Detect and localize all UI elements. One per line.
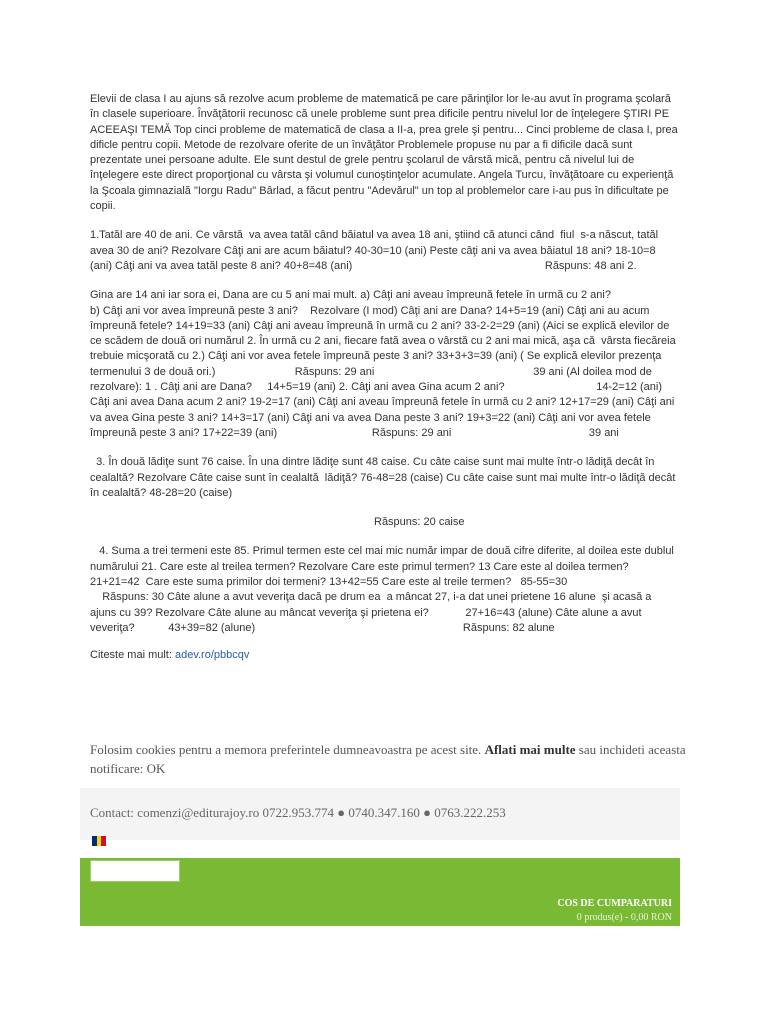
romanian-flag-icon[interactable] xyxy=(92,836,106,846)
read-more-link[interactable]: adev.ro/pbbcqv xyxy=(174,649,250,662)
cookie-text: Folosim cookies pentru a memora preferintele dumneavoastra pe acest site. xyxy=(90,742,485,757)
cookie-learn-more-link[interactable]: Aflati mai multe xyxy=(484,742,576,757)
read-more-label: Citeste mai mult: xyxy=(90,649,175,662)
cart-summary[interactable]: 0 produs(e) - 0,00 RON xyxy=(576,912,672,923)
contact-bar xyxy=(80,788,680,840)
problem-3: 3. În două lădiţe sunt 76 caise. În una dintre lădiţe sunt 48 caise. Cu câte caise sunt mai multe într-o lădiţă decât în cealaltă? Rezolvare Câte caise sunt în cealaltă lădiţă? 76-48=28 (caise) Cu câte caise sunt mai multe într-o lădiţă decât în cealaltă? 48-28=20 (caise) xyxy=(90,456,679,499)
flag-stripe-red xyxy=(101,836,106,846)
cookie-notice xyxy=(90,740,690,778)
cookie-ok-button[interactable]: OK xyxy=(146,761,166,776)
problem-3-answer: Răspuns: 20 caise xyxy=(374,516,465,529)
read-more xyxy=(90,648,680,663)
problem-1: 1.Tatăl are 40 de ani. Ce vârstă va avea tatăl când băiatul va avea 18 ani, ştiind că atunci când fiul s-a născut, tatăl avea 30 de ani? Rezolvare Câţi ani are acum băiatul? 40-30=10 (ani) Peste câţi ani va avea băiatul 18 ani? 18-10=8 (ani) Câţi ani va avea tatăl peste 8 ani? 40+8=48 (ani) Răspuns: 48 ani 2. xyxy=(90,229,662,272)
article-body xyxy=(90,92,703,664)
contact-info: Contact: comenzi@editurajoy.ro 0722.953.774 ● 0740.347.160 ● 0763.222.253 xyxy=(90,805,506,820)
cart-title[interactable]: COS DE CUMPARATURI xyxy=(557,898,672,909)
cookie-text-after: sau inchideti aceasta notificare: xyxy=(90,742,686,776)
article-intro: Elevii de clasa I au ajuns să rezolve acum probleme de matematică pe care părinţilor lor le-au avut în programa şcolară în clasele superioare. Învăţătorii recunosc că unele probleme sunt prea dificile pentru nivelul lor de înţelegere ŞTIRI PE ACEEAŞI TEMĂ Top cinci probleme de matematică de clasa a II-a, prea grele şi pentru... Cinci probleme de clasa I, prea dificle pentru copii. Metode de rezolvare oferite de un învăţător Problemele propuse nu par a fi dificile dacă sunt prezentate unei persoane adulte. Ele sunt destul de grele pentru şcolarul de vârstă mică, pentru că nivelul lui de înţelegere este direct proporţional cu vârsta şi volumul cunoştinţelor acumulate. Angela Turcu, învăţătoare cu experienţă la Şcoala gimnazială "Iorgu Radu" Bârlad, a făcut pentru "Adevărul" un top al problemelor care i-au pus în dificultate pe copii. xyxy=(90,93,678,213)
search-input[interactable] xyxy=(90,860,180,882)
problem-2: Gina are 14 ani iar sora ei, Dana are cu 5 ani mai mult. a) Câţi ani aveau împreună fetele în urmă cu 2 ani? b) Câţi ani vor avea împreună peste 3 ani? Rezolvare (I mod) Câţi ani are Dana? 14+5=19 (ani) Câţi ani au acum împreună fetele? 14+19=33 (ani) Câţi ani aveau împreună în urmă cu 2 ani? 33-2-2=29 (ani) (Aici se explică elevilor de ce scădem de două ori numărul 2. În urmă cu 2 ani, fiecare fată avea o vârstă cu 2 ani mai mică, aşa că vârsta fiecăreia trebuie micşorată cu 2.) Câţi ani vor avea fetele împreună peste 3 ani? 33+3+3=39 (ani) ( Se explică elevilor prezenţa termenului 3 de două ori.) Răspuns: 29 ani 39 ani (Al doilea mod de rezolvare): 1 . Câţi ani are Dana? 14+5=19 (ani) 2. Câţi ani avea Gina acum 2 ani? 14-2=12 (ani) Câţi ani avea Dana acum 2 ani? 19-2=17 (ani) Câţi ani aveau împreună fetele în urmă cu 2 ani? 12+17=29 (ani) Câţi ani va avea Gina peste 3 ani? 14+3=17 (ani) Câţi ani va avea Dana peste 3 ani? 19+3=22 (ani) Câţi ani vor avea fetele împreună peste 3 ani? 17+22=39 (ani) Răspuns: 29 ani 39 ani xyxy=(90,289,703,439)
header-bar xyxy=(80,858,680,926)
problem-4: 4. Suma a trei termeni este 85. Primul termen este cel mai mic număr impar de două cifre diferite, al doilea este dublul numărului 21. Care este al treilea termen? Rezolvare Care este primul termen? 13 Care este al doilea termen? 21+21=42 Care este suma primilor doi termeni? 13+42=55 Care este al treile termen? 85-55=30 Răspuns: 30 Câte alune a avut veveriţa dacă pe drum ea a mâncat 27, i-a dat unei prietene 16 alune şi acasă a ajuns cu 39? Rezolvare Câte alune au mâncat veveriţa şi prietena ei? 27+16=43 (alune) Câte alune a avut veveriţa? 43+39=82 (alune) Răspuns: 82 alune xyxy=(90,545,674,634)
